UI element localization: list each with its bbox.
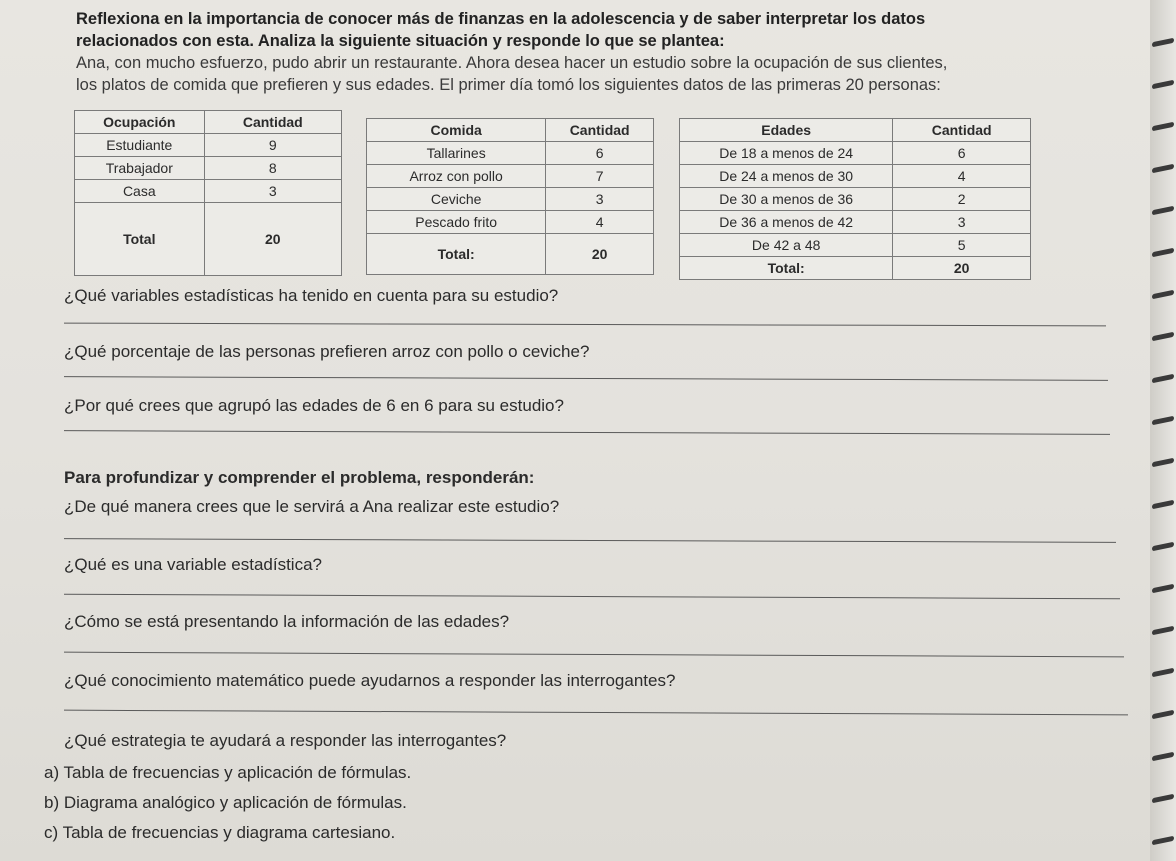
table-cell: 4	[893, 165, 1031, 188]
table-row	[367, 142, 654, 165]
table-cell: De 42 a 48	[680, 234, 893, 257]
total-label: Total	[75, 203, 205, 276]
question-1: ¿Qué variables estadísticas ha tenido en cuenta para su estudio?	[64, 286, 559, 305]
spiral-ring	[1152, 584, 1174, 594]
table-cell: 4	[546, 211, 654, 234]
total-label: Total:	[367, 234, 546, 275]
table-cell: Trabajador	[75, 157, 205, 180]
answer-line-6[interactable]	[64, 652, 1124, 658]
question-5: ¿Qué es una variable estadística?	[64, 555, 322, 574]
question-2: ¿Qué porcentaje de las personas prefieren arroz con pollo o ceviche?	[64, 342, 590, 361]
intro-line-3: Ana, con mucho esfuerzo, pudo abrir un restaurante. Ahora desea hacer un estudio sobre la ocupación de sus clientes,	[76, 54, 948, 72]
table-row	[75, 180, 342, 203]
spiral-ring	[1152, 164, 1174, 174]
table-cell: 5	[893, 234, 1031, 257]
table-cell: 6	[893, 142, 1031, 165]
question-8: ¿Qué estrategia te ayudará a responder las interrogantes?	[64, 731, 507, 750]
table-header: Ocupación	[75, 111, 205, 134]
spiral-ring	[1152, 500, 1174, 510]
intro-line-1: Reflexiona en la importancia de conocer más de finanzas en la adolescencia y de saber interpretar los datos	[76, 10, 926, 28]
spiral-ring	[1152, 248, 1174, 258]
spiral-ring	[1152, 710, 1174, 720]
spiral-ring	[1152, 416, 1174, 426]
section-heading: Para profundizar y comprender el problema, responderán:	[64, 468, 535, 487]
table-total-row	[75, 203, 342, 276]
question-4: ¿De qué manera crees que le servirá a Ana realizar este estudio?	[64, 497, 560, 516]
table-header: Edades	[680, 119, 893, 142]
spiral-ring	[1152, 668, 1174, 678]
table-header: Cantidad	[204, 111, 341, 134]
spiral-ring	[1152, 374, 1174, 384]
table-cell: 6	[546, 142, 654, 165]
spiral-ring	[1152, 542, 1174, 552]
table-row	[367, 188, 654, 211]
table-row	[680, 188, 1031, 211]
table-header: Cantidad	[893, 119, 1031, 142]
intro-line-4: los platos de comida que prefieren y sus edades. El primer día tomó los siguientes datos de las primeras 20 personas:	[76, 76, 941, 94]
table-row	[680, 211, 1031, 234]
spiral-ring	[1152, 626, 1174, 636]
spiral-ring	[1152, 80, 1174, 90]
table-cell: Pescado frito	[367, 211, 546, 234]
spiral-binding	[1150, 0, 1176, 861]
option-a[interactable]: a) Tabla de frecuencias y aplicación de fórmulas.	[44, 763, 412, 782]
answer-line-4[interactable]	[64, 538, 1116, 543]
total-value: 20	[893, 257, 1031, 280]
table-cell: De 30 a menos de 36	[680, 188, 893, 211]
table-cell: Arroz con pollo	[367, 165, 546, 188]
table-cell: 7	[546, 165, 654, 188]
question-7: ¿Qué conocimiento matemático puede ayudarnos a responder las interrogantes?	[64, 671, 676, 690]
table-total-row	[680, 257, 1031, 280]
table-cell: Estudiante	[75, 134, 205, 157]
answer-line-1[interactable]	[64, 323, 1106, 327]
table-row	[367, 165, 654, 188]
table-comida	[366, 118, 654, 275]
spiral-ring	[1152, 752, 1174, 762]
spiral-ring	[1152, 836, 1174, 846]
answer-line-5[interactable]	[64, 594, 1120, 600]
table-cell: Ceviche	[367, 188, 546, 211]
intro-text	[76, 8, 1096, 96]
answer-line-2[interactable]	[64, 376, 1108, 381]
table-cell: De 18 a menos de 24	[680, 142, 893, 165]
table-row	[75, 134, 342, 157]
table-row	[680, 165, 1031, 188]
total-value: 20	[546, 234, 654, 275]
intro-line-2: relacionados con esta. Analiza la siguiente situación y responde lo que se plantea:	[76, 32, 725, 50]
total-label: Total:	[680, 257, 893, 280]
table-ocupacion	[74, 110, 342, 276]
table-cell: 8	[204, 157, 341, 180]
answer-line-3[interactable]	[64, 430, 1110, 435]
table-cell: Casa	[75, 180, 205, 203]
total-value: 20	[204, 203, 341, 276]
table-cell: Tallarines	[367, 142, 546, 165]
table-row	[680, 142, 1031, 165]
spiral-ring	[1152, 38, 1174, 48]
option-c[interactable]: c) Tabla de frecuencias y diagrama cartesiano.	[44, 823, 396, 842]
table-header: Cantidad	[546, 119, 654, 142]
spiral-ring	[1152, 290, 1174, 300]
option-b[interactable]: b) Diagrama analógico y aplicación de fórmulas.	[44, 793, 407, 812]
table-cell: De 36 a menos de 42	[680, 211, 893, 234]
question-3: ¿Por qué crees que agrupó las edades de 6 en 6 para su estudio?	[64, 396, 564, 415]
answer-line-7[interactable]	[64, 710, 1128, 716]
table-header: Comida	[367, 119, 546, 142]
table-total-row	[367, 234, 654, 275]
spiral-ring	[1152, 794, 1174, 804]
spiral-ring	[1152, 332, 1174, 342]
table-row	[680, 234, 1031, 257]
table-cell: 3	[546, 188, 654, 211]
table-cell: 9	[204, 134, 341, 157]
table-cell: 3	[893, 211, 1031, 234]
table-cell: De 24 a menos de 30	[680, 165, 893, 188]
table-row	[367, 211, 654, 234]
table-cell: 2	[893, 188, 1031, 211]
spiral-ring	[1152, 458, 1174, 468]
spiral-ring	[1152, 122, 1174, 132]
table-cell: 3	[204, 180, 341, 203]
question-6: ¿Cómo se está presentando la información de las edades?	[64, 612, 510, 631]
table-row	[75, 157, 342, 180]
spiral-ring	[1152, 206, 1174, 216]
table-edades	[679, 118, 1031, 280]
